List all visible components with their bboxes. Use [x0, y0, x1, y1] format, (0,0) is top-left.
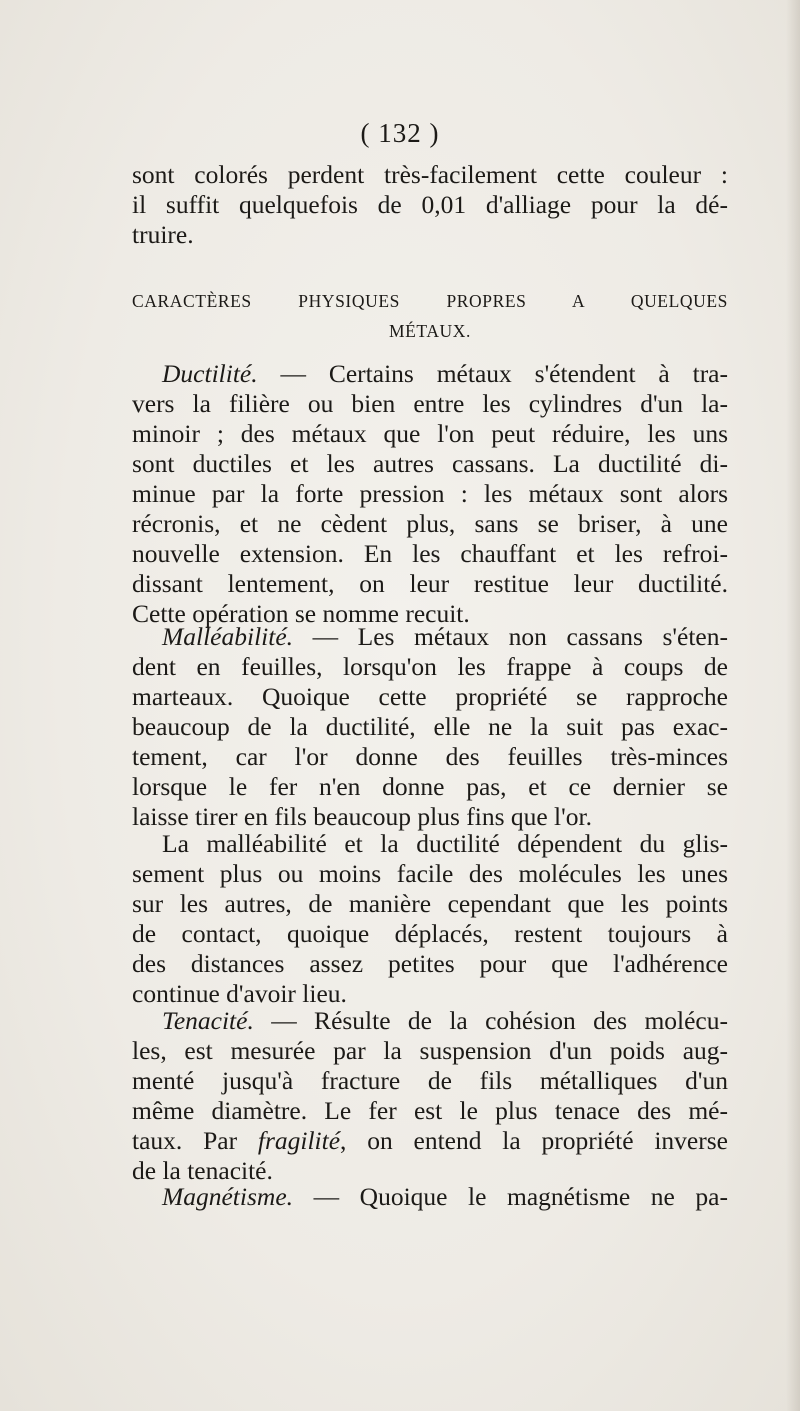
term-malleabilite: Malléabilité.	[162, 622, 294, 651]
text-line: vers la filière ou bien entre les cylindres d'un la-	[132, 389, 728, 418]
text-run: taux. Par	[132, 1126, 258, 1155]
text-run: , on entend la propriété inverse	[340, 1126, 728, 1155]
text-line	[132, 1182, 728, 1212]
paragraph-ductilite	[132, 359, 728, 629]
page-number: ( 132 )	[360, 118, 440, 148]
text-line: lorsque le fer n'en donne pas, et ce dernier se	[132, 772, 728, 801]
text-run: — Les métaux non cassans s'éten-	[293, 622, 728, 651]
text-line: minue par la forte pression : les métaux sont alors	[132, 479, 728, 508]
text-line: des distances assez petites pour que l'adhérence	[132, 949, 728, 978]
text-line: beaucoup de la ductilité, elle ne la suit pas exac-	[132, 712, 728, 741]
text-line: truire.	[132, 220, 194, 249]
text-line: les, est mesurée par la suspension d'un poids aug-	[132, 1036, 728, 1065]
text-run: — Résulte de la cohésion des molécu-	[253, 1006, 728, 1035]
section-heading-line: CARACTÈRES PHYSIQUES PROPRES A QUELQUES	[132, 291, 728, 311]
term-ductilite: Ductilité.	[162, 359, 258, 388]
text-run: — Quoique le magnétisme ne pa-	[293, 1182, 728, 1211]
text-line: sont colorés perdent très-facilement cette couleur :	[132, 160, 728, 189]
text-line: menté jusqu'à fracture de fils métalliques d'un	[132, 1066, 728, 1095]
term-fragilite: fragilité	[257, 1126, 341, 1155]
text-line: tement, car l'or donne des feuilles très-minces	[132, 742, 728, 771]
text-line	[132, 622, 728, 652]
text-line: sement plus ou moins facile des molécules les unes	[132, 859, 728, 888]
text-line: sont ductiles et les autres cassans. La ductilité di-	[132, 449, 728, 478]
section-heading-line: MÉTAUX.	[388, 321, 472, 341]
text-line: même diamètre. Le fer est le plus tenace des mé-	[132, 1096, 728, 1125]
intro-paragraph	[132, 160, 728, 250]
text-run: — Certains métaux s'étendent à tra-	[257, 359, 728, 388]
paragraph-magnetisme	[132, 1182, 728, 1212]
text-line: dissant lentement, on leur restitue leur ductilité.	[132, 569, 728, 598]
paragraph-glissement	[132, 829, 728, 1009]
text-line: récronis, et ne cèdent plus, sans se briser, à une	[132, 509, 728, 538]
term-magnetisme: Magnétisme.	[162, 1182, 294, 1211]
text-line	[132, 1126, 728, 1156]
text-line: de la tenacité.	[132, 1156, 273, 1185]
section-heading	[132, 286, 728, 346]
text-line: marteaux. Quoique cette propriété se rapproche	[132, 682, 728, 711]
text-line: nouvelle extension. En les chauffant et les refroi-	[132, 539, 728, 568]
text-line: dent en feuilles, lorsqu'on les frappe à coups de	[132, 652, 728, 681]
text-line: continue d'avoir lieu.	[132, 979, 347, 1008]
text-line: Cette opération se nomme recuit.	[132, 599, 470, 628]
term-tenacite: Tenacité.	[162, 1006, 254, 1035]
text-line: il suffit quelquefois de 0,01 d'alliage pour la dé-	[132, 190, 728, 219]
text-line	[132, 1006, 728, 1036]
text-line: de contact, quoique déplacés, restent toujours à	[132, 919, 728, 948]
paragraph-tenacite	[132, 1006, 728, 1186]
paragraph-malleabilite	[132, 622, 728, 832]
text-line	[132, 359, 728, 389]
text-line: minoir ; des métaux que l'on peut réduire, les uns	[132, 419, 728, 448]
text-line: laisse tirer en fils beaucoup plus fins que l'or.	[132, 802, 592, 831]
text-line: sur les autres, de manière cependant que les points	[132, 889, 728, 918]
page-edge-shadow	[786, 0, 800, 1411]
text-line: La malléabilité et la ductilité dépendent du glis-	[162, 829, 728, 858]
